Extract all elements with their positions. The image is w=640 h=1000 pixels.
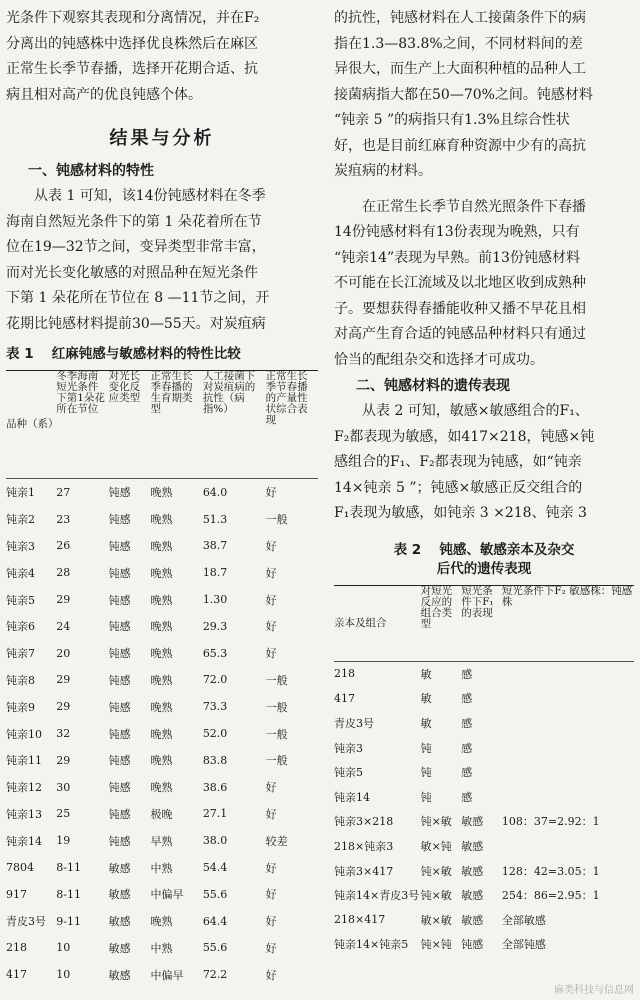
table-cell: 钝亲3 [6,539,35,553]
section-title: 结果与分析 [109,128,215,149]
table-cell: 好 [265,941,277,955]
table-row [6,827,318,854]
table-cell: 钝亲14×钝亲5 [334,938,409,952]
table-cell: 钝亲2 [6,513,35,527]
table-cell: 218 [6,941,27,955]
paragraph-2: 的抗性，钝感材料在人工接菌条件下的病 指在1.3—83.8%之间，不同材料间的差 异很大，而生产上大面积种植的品种人工 接菌病指大都在50—70%之间。钝感材料 “钝亲 5 ”的病指只有1.3%且综合性状 好，也是目前红麻育种资源中少有的高抗 炭疽病的材料。 [334,10,593,179]
table-cell: 中偏早 [150,888,184,902]
table-cell: 较差 [265,834,288,848]
table-1-caption: 表 1 红麻钝感与敏感材料的特性比较 [6,346,241,362]
table-cell: 钝感 [461,938,484,952]
table-cell: 钝亲14 [334,790,370,804]
subsection-heading-1: 一、钝感材料的特性 [28,163,154,179]
table-cell: 晚熟 [150,781,173,795]
table-cell: 128：42=3.05：1 [501,864,600,878]
table-row [6,479,318,506]
table-cell: 全部钝感 [501,938,546,952]
table-cell [502,661,634,686]
table-cell: 青皮3号 [6,915,46,929]
table-row [6,667,318,694]
table-cell: 钝感 [108,754,131,768]
table-cell: 敏感 [108,968,131,982]
table-1-body [6,479,318,989]
table-row [6,613,318,640]
paragraph-4: 从表 2 可知，敏感×敏感组合的F₁、 F₂都表现为敏感，如417×218，钝感×钝 感组合的F₁、F₂都表现为钝感，如“钝亲 14×钝亲 5 ”；钝感×敏感正反交组合的 F₁表现为敏感，如钝亲 3 ×218、钝亲 3 [334,403,595,521]
table-cell: 极晚 [150,807,173,821]
table-cell: 晚熟 [150,539,173,553]
table-cell: 254：86=2.95：1 [501,889,600,903]
table-row [6,747,318,774]
table-cell: 417 [6,968,27,982]
table-cell: 钝亲5 [6,593,35,607]
table-cell: 钝亲14 [6,834,42,848]
table-cell: 钝×敏 [420,815,452,829]
table-cell: 敏 [420,716,432,730]
table-cell: 417 [334,691,355,705]
table-cell: 钝亲13 [6,807,42,821]
table-row [6,961,318,988]
table-1-header: 正常生长季春播的生育期类型 [150,370,193,415]
table-cell: 钝 [420,790,432,804]
table-cell: 钝亲12 [6,781,42,795]
table-cell: 108：37=2.92：1 [501,815,600,829]
table-2-body [334,661,634,957]
table-cell: 钝 [420,741,432,755]
table-cell: 晚熟 [150,915,173,929]
table-cell: 29.3 [202,619,228,633]
table-cell: 64.4 [202,914,228,928]
table-1-header: 冬季海南短光条件下第1朵花所在节位 [56,370,105,415]
table-cell: 敏感 [108,888,131,902]
table-row [6,640,318,667]
table-2 [334,585,634,957]
table-row [334,858,634,883]
left-column [6,0,318,988]
table-cell: 218×417 [334,913,386,927]
table-cell: 敏×敏 [420,913,452,927]
table-cell: 钝亲11 [6,754,42,768]
table-cell: 51.3 [202,512,228,526]
table-cell: 好 [265,566,277,580]
table-cell: 钝感 [108,593,131,607]
table-cell: 感 [461,766,473,780]
table-cell: 敏×钝 [420,839,452,853]
table-row [6,774,318,801]
table-cell: 敏感 [461,913,484,927]
table-cell: 73.3 [202,700,228,714]
table-cell: 晚熟 [150,566,173,580]
table-cell: 晚熟 [150,673,173,687]
table-row [334,686,634,711]
table-row [6,935,318,962]
table-row [6,693,318,720]
table-cell: 钝亲14×青皮3号 [334,889,420,903]
table-cell: 64.0 [202,485,228,499]
table-cell: 钝亲5 [334,766,363,780]
table-cell: 钝×钝 [420,938,452,952]
table-cell: 钝×敏 [420,864,452,878]
table-cell: 29 [56,753,71,767]
table-1-header: 人工接菌下对炭疽病的抗性（病指%） [202,370,256,415]
table-row [6,559,318,586]
table-cell: 好 [265,807,277,821]
table-cell: 敏感 [108,915,131,929]
paragraph-3: 在正常生长季节自然光照条件下春播 14份钝感材料有13份表现为晚熟，只有 “钝亲14”表现为早熟。前13份钝感材料 不可能在长江流域及以北地区收到成熟种 子。要想获得春播能收种又播不早花且相 对高产生育合适的钝感品种材料只有通过 恰当的配组杂交和选择才可成功。 [334,198,586,368]
table-cell: 52.0 [202,727,228,741]
table-cell: 7804 [6,861,34,875]
table-cell: 钝感 [108,566,131,580]
table-cell: 一般 [265,727,288,741]
table-cell: 28 [56,566,71,580]
table-cell: 感 [461,692,473,706]
table-cell: 钝亲7 [6,647,35,661]
table-cell: 好 [265,620,277,634]
table-1-header: 品种（系） [6,418,59,430]
table-row [334,907,634,932]
table-cell: 钝感 [108,486,131,500]
table-row [334,809,634,834]
table-2-header: 亲本及组合 [334,616,387,629]
table-cell: 好 [265,915,277,929]
table-cell: 27.1 [202,807,228,821]
table-row [6,533,318,560]
table-cell: 38.7 [202,539,228,553]
table-cell: 9-11 [56,914,81,928]
table-cell: 一般 [265,700,288,714]
table-cell: 敏感 [461,864,484,878]
intro-paragraph: 光条件下观察其表现和分离情况，并在F₂ 分离出的钝感株中选择优良株然后在麻区 正常生长季节春播，选择开花期合适、抗 病且相对高产的优良钝感个体。 [6,10,260,103]
table-cell [502,711,634,736]
table-cell: 19 [56,834,71,848]
table-cell: 钝感 [108,647,131,661]
table-cell: 钝感 [108,781,131,795]
table-2-header: 短光条件下F₁的表现 [461,584,494,619]
table-cell [502,834,634,859]
table-cell: 钝 [420,766,432,780]
table-cell: 一般 [265,754,288,768]
table-row [334,661,634,686]
table-cell: 钝感 [108,727,131,741]
table-cell: 敏感 [461,839,484,853]
table-cell: 218 [334,667,355,681]
table-2-header: 对短光反应的组合类型 [420,584,453,630]
table-cell: 钝感 [108,807,131,821]
table-cell: 钝×敏 [420,889,452,903]
table-cell: 钝感 [108,834,131,848]
table-cell: 晚熟 [150,647,173,661]
table-cell: 敏感 [108,941,131,955]
table-cell [502,784,634,809]
table-2-header: 短光条件下F₂ 敏感株：钝感株 [501,584,633,608]
table-row [334,711,634,736]
table-cell: 218×钝亲3 [334,839,394,853]
table-cell: 38.0 [202,834,228,848]
table-cell: 26 [56,539,71,553]
table-row [334,784,634,809]
table-cell: 10 [56,968,71,982]
table-1-header: 对光长变化反应类型 [108,370,141,404]
table-cell: 1.30 [202,593,228,607]
table-cell: 晚熟 [150,513,173,527]
table-cell: 晚熟 [150,486,173,500]
table-cell: 钝亲8 [6,673,35,687]
table-cell: 一般 [265,513,288,527]
table-cell: 中偏早 [150,968,184,982]
table-row [6,908,318,935]
table-cell: 晚熟 [150,727,173,741]
table-cell: 好 [265,888,277,902]
table-cell: 917 [6,887,27,901]
table-cell: 青皮3号 [334,716,374,730]
table-cell: 29 [56,593,71,607]
table-cell: 钝亲3×218 [334,815,394,829]
table-row [334,735,634,760]
table-cell: 23 [56,512,71,526]
table-cell [502,686,634,711]
table-cell: 38.6 [202,780,228,794]
table-cell: 晚熟 [150,593,173,607]
table-cell: 感 [461,716,473,730]
table-cell: 钝亲3 [334,741,363,755]
table-cell [502,735,634,760]
watermark: 麻类科技与信息网 [554,985,634,996]
table-cell: 一般 [265,673,288,687]
table-1-header: 正常生长季节春播的产量性状综合表现 [265,370,308,426]
table-cell: 8-11 [56,861,81,875]
table-cell: 敏感 [461,815,484,829]
table-cell: 好 [265,781,277,795]
table-2-caption: 表 2 钝感、敏感亲本及杂交 后代的遗传表现 [393,541,575,577]
table-cell: 钝感 [108,620,131,634]
table-row [6,586,318,613]
table-row [6,854,318,881]
table-cell: 55.6 [202,887,228,901]
table-1 [6,370,318,988]
table-cell [502,760,634,785]
table-cell: 8-11 [56,887,81,901]
right-column [334,0,634,957]
table-cell: 钝感 [108,539,131,553]
table-cell: 中熟 [150,941,173,955]
table-row [334,883,634,908]
table-cell: 钝亲1 [6,486,35,500]
table-cell: 晚熟 [150,700,173,714]
table-cell: 钝亲6 [6,620,35,634]
table-cell: 20 [56,646,71,660]
table-cell: 32 [56,727,71,741]
table-cell: 29 [56,700,71,714]
table-cell: 好 [265,968,277,982]
table-cell: 钝感 [108,673,131,687]
table-row [6,720,318,747]
table-cell: 24 [56,619,71,633]
table-cell: 感 [461,741,473,755]
table-cell: 感 [461,790,473,804]
paragraph-1: 从表 1 可知，该14份钝感材料在冬季 海南自然短光条件下的第 1 朵花着所在节 位在19—32节之间，变异类型非常丰富， 而对光长变化敏感的对照品种在短光条件 下第 1 朵花所在节位在 8 —11节之间，开 花期比钝感材料提前30—55天。对炭疽病 [6,188,270,332]
subsection-heading-2: 二、钝感材料的遗传表现 [356,378,510,394]
table-row [6,881,318,908]
table-cell: 晚熟 [150,620,173,634]
table-cell: 72.2 [202,968,228,982]
table-cell: 29 [56,673,71,687]
table-cell: 好 [265,647,277,661]
table-cell: 钝亲4 [6,566,35,580]
table-cell: 27 [56,485,71,499]
table-cell: 10 [56,941,71,955]
table-cell: 敏感 [108,861,131,875]
table-cell: 中熟 [150,861,173,875]
table-cell: 55.6 [202,941,228,955]
table-row [6,801,318,828]
table-cell: 30 [56,780,71,794]
table-cell: 敏 [420,692,432,706]
table-cell: 好 [265,861,277,875]
table-cell: 好 [265,593,277,607]
table-cell: 72.0 [202,673,228,687]
table-cell: 65.3 [202,646,228,660]
table-row [334,834,634,859]
table-cell: 钝感 [108,700,131,714]
table-cell: 晚熟 [150,754,173,768]
table-cell: 全部敏感 [501,913,546,927]
table-cell: 钝亲9 [6,700,35,714]
table-row [334,932,634,957]
table-cell: 早熟 [150,834,173,848]
table-cell: 感 [461,667,473,681]
table-cell: 敏 [420,667,432,681]
table-cell: 钝感 [108,513,131,527]
table-cell: 敏感 [461,889,484,903]
table-row [6,506,318,533]
table-cell: 钝亲3×417 [334,864,394,878]
table-cell: 钝亲10 [6,727,42,741]
table-cell: 好 [265,486,277,500]
table-row [334,760,634,785]
table-cell: 25 [56,807,71,821]
table-cell: 54.4 [202,861,228,875]
table-cell: 18.7 [202,566,228,580]
table-cell: 好 [265,539,277,553]
table-cell: 83.8 [202,753,228,767]
